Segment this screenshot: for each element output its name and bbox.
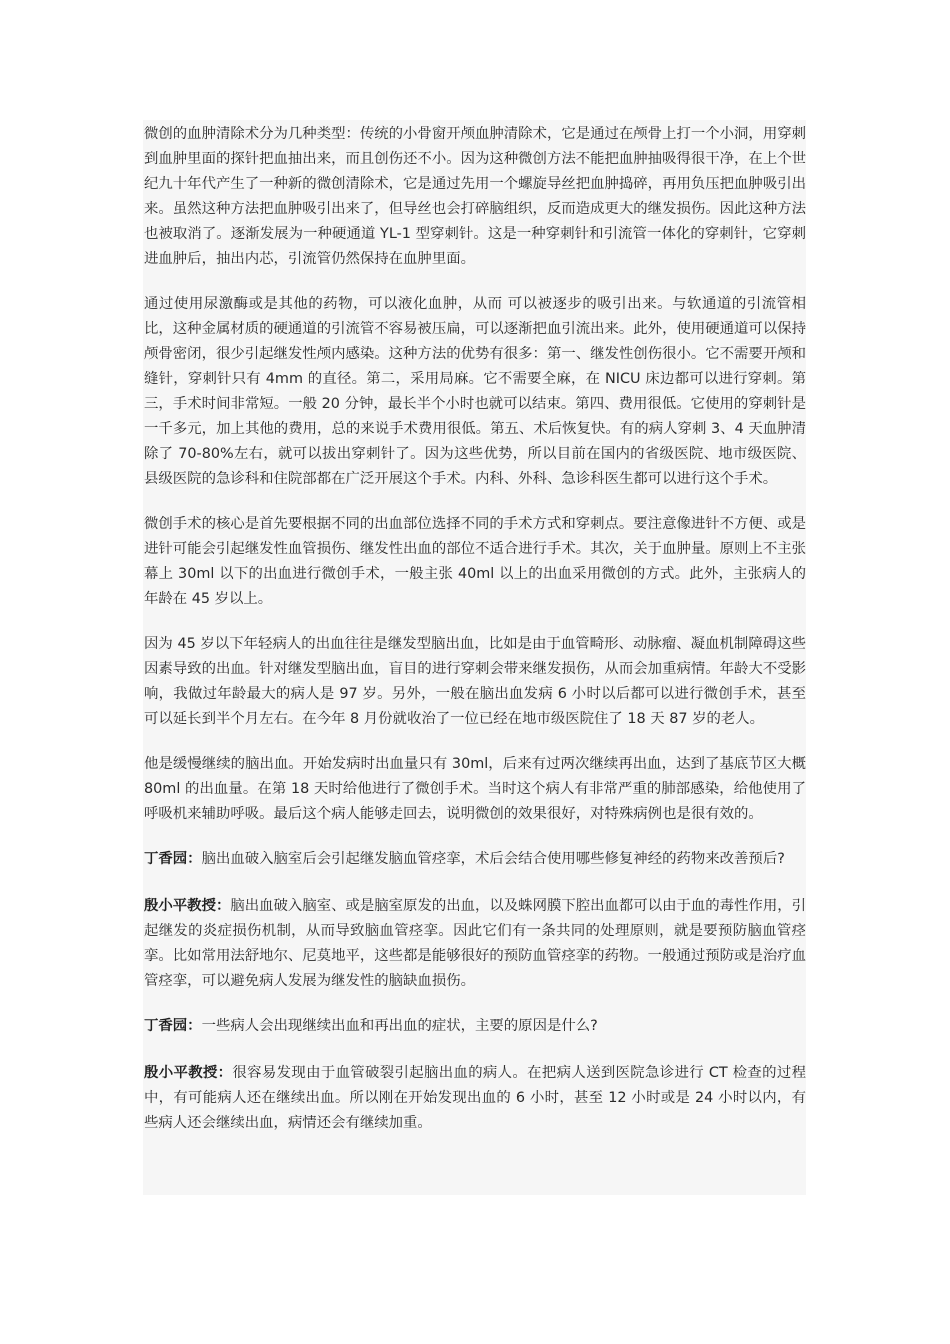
- dialogue-answer-1: [144, 894, 806, 994]
- dialogue-text: 脑出血破入脑室后会引起继发脑血管痉挛，术后会结合使用哪些修复神经的药物来改善预后?: [201, 851, 785, 867]
- paragraph-minimally-invasive-types: 微创的血肿清除术分为几种类型：传统的小骨窗开颅血肿清除术，它是通过在颅骨上打一个小洞，用穿刺到血肿里面的探针把血抽出来，而且创伤还不小。因为这种微创方法不能把血肿抽吸得很干净，在上个世纪九十年代产生了一种新的微创清除术，它是通过先用一个螺旋导丝把血肿捣碎，再用负压把血肿吸引出来。虽然这种方法把血肿吸引出来了，但导丝也会打碎脑组织，反而造成更大的继发损伤。因此这种方法也被取消了。逐渐发展为一种硬通道 YL-1 型穿刺针。这是一种穿刺针和引流管一体化的穿刺针，它穿刺进血肿后，抽出内芯，引流管仍然保持在血肿里面。: [144, 126, 806, 267]
- paragraph-case-report: 他是缓慢继续的脑出血。开始发病时出血量只有 30ml，后来有过两次继续再出血，达到了基底节区大概 80ml 的出血量。在第 18 天时给他进行了微创手术。当时这个病人有非常严重的肺部感染，给他使用了呼吸机来辅助呼吸。最后这个病人能够走回去，说明微创的效果很好，对特殊病例也是很有效的。: [144, 756, 806, 822]
- paragraph-young-patients: 因为 45 岁以下年轻病人的出血往往是继发型脑出血，比如是由于血管畸形、动脉瘤、凝血机制障碍这些因素导致的出血。针对继发型脑出血，盲目的进行穿刺会带来继发损伤，从而会加重病情。年龄大不受影响，我做过年龄最大的病人是 97 岁。另外，一般在脑出血发病 6 小时以后都可以进行微创手术，甚至可以延长到半个月左右。在今年 8 月份就收治了一位已经在地市级医院住了 18 天 87 岁的老人。: [144, 636, 806, 727]
- dialogue-text: 一些病人会出现继续出血和再出血的症状，主要的原因是什么?: [201, 1018, 598, 1034]
- paragraph-hard-channel-advantages: 通过使用尿激酶或是其他的药物，可以液化血肿，从而 可以被逐步的吸引出来。与软通道的引流管相比，这种金属材质的硬通道的引流管不容易被压扁，可以逐渐把血引流出来。此外，使用硬通道可以保持颅骨密闭，很少引起继发性颅内感染。这种方法的优势有很多：第一、继发性创伤很小。它不需要开颅和缝针，穿刺针只有 4mm 的直径。第二，采用局麻。它不需要全麻，在 NICU 床边都可以进行穿刺。第三，手术时间非常短。一般 20 分钟，最长半个小时也就可以结束。第四、费用很低。它使用的穿刺针是一千多元，加上其他的费用，总的来说手术费用很低。第五、术后恢复快。有的病人穿刺 3、4 天血肿清除了 70-80%左右，就可以拔出穿刺针了。因为这些优势，所以目前在国内的省级医院、地市级医院、县级医院的急诊科和住院部都在广泛开展这个手术。内科、外科、急诊科医生都可以进行这个手术。: [144, 296, 806, 487]
- dialogue-answer-2: [144, 1061, 806, 1136]
- speaker-label: 殷小平教授：: [144, 1065, 233, 1081]
- article-body: [143, 120, 806, 1195]
- paragraph-surgery-criteria: 微创手术的核心是首先要根据不同的出血部位选择不同的手术方式和穿刺点。要注意像进针不方便、或是进针可能会引起继发性血管损伤、继发性出血的部位不适合进行手术。其次，关于血肿量。原则上不主张幕上 30ml 以下的出血进行微创手术，一般主张 40ml 以上的出血采用微创的方式。此外，主张病人的年龄在 45 岁以上。: [144, 516, 806, 607]
- speaker-label: 殷小平教授：: [144, 898, 231, 914]
- speaker-label: 丁香园：: [144, 1018, 202, 1034]
- dialogue-text: 脑出血破入脑室、或是脑室原发的出血，以及蛛网膜下腔出血都可以由于血的毒性作用，引起继发的炎症损伤机制，从而导致脑血管痉挛。因此它们有一条共同的处理原则，就是要预防脑血管痉挛。比如常用法舒地尔、尼莫地平，这些都是能够很好的预防血管痉挛的药物。一般通过预防或是治疗血管痉挛，可以避免病人发展为继发性的脑缺血损伤。: [144, 898, 806, 989]
- speaker-label: 丁香园：: [144, 851, 202, 867]
- dialogue-question-2: [144, 1014, 806, 1039]
- dialogue-question-1: [144, 847, 806, 872]
- dialogue-text: 很容易发现由于血管破裂引起脑出血的病人。在把病人送到医院急诊进行 CT 检查的过程中，有可能病人还在继续出血。所以刚在开始发现出血的 6 小时，甚至 12 小时或是 24 小时以内，有些病人还会继续出血，病情还会有继续加重。: [144, 1065, 806, 1131]
